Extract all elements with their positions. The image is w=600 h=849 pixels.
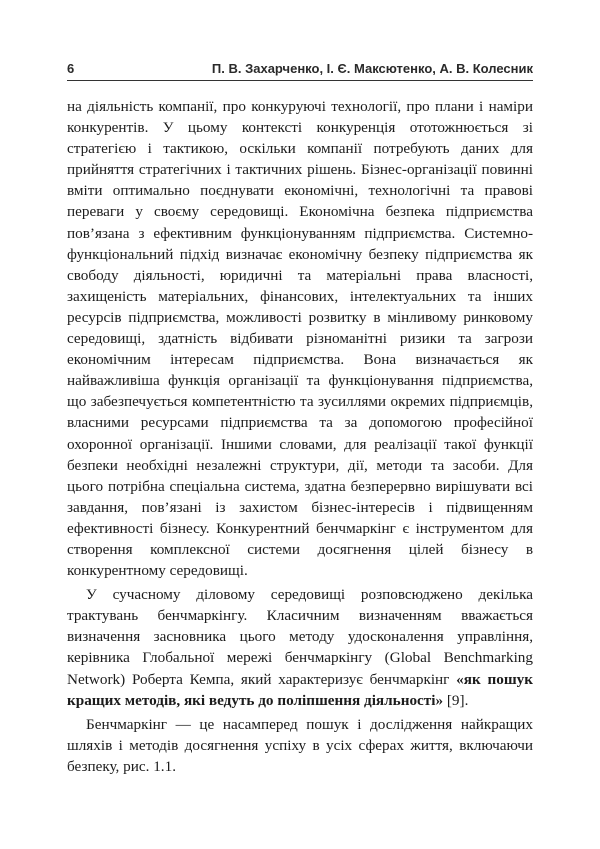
paragraph-2-text: У сучасному діловому середовищі розповсюджено декілька трактувань бенчмаркінгу. Класичним визначенням вважається визначення засновника цього методу удосконалення управління, керівника Глобальної мережі бенчмаркінгу (Global Benchmarking Network) Роберта Кемпа, який характеризує бенчмаркінг [67, 586, 533, 688]
page-header [67, 58, 533, 81]
body-text [67, 96, 533, 777]
page-number: 6 [67, 61, 75, 76]
citation-reference: [9]. [443, 691, 469, 709]
kemp-definition-quote: «як пошук кращих методів, які ведуть до поліпшення діяльності» [67, 670, 533, 709]
paragraph-1: на діяльність компанії, про конкуруючі технології, про плани і наміри конкурентів. У цьому контексті конкуренція ототожнюється зі стратегією і тактикою, оскільки компанії потребують даних для прийняття стратегічних і тактичних рішень. Бізнес-організації повинні вміти оптимально поєднувати економічні, технологічні та правові переваги у своєму середовищі. Економічна безпека підприємства пов’язана з ефективним функціонуванням підприємства. Системно-функціональний підхід визначає економічну безпеку підприємства як свободу діяльності, юридичні та матеріальні права власності, захищеність матеріальних, фінансових, інтелектуальних та інших ресурсів підприємства, можливості розвитку в мінливому ринковому середовищі, здатність відбивати різноманітні ризики та загрози економічним інтересам підприємства. Вона визначається як найважливіша функція організації та функціонування підприємства, що забезпечується компетентністю та зусиллями окремих підприємців, власними ресурсами підприємства та за допомогою професійної охоронної організації. Іншими словами, для реалізації такої функції безпеки необхідні незалежні структури, дії, методи та засоби. Для цього потрібна спеціальна система, здатна безперервно вирішувати всі завдання, пов’язані із захистом бізнес-інтересів і підвищенням ефективності бізнесу. Конкурентний бенчмаркінг є інструментом для створення комплексної системи досягнення цілей бізнесу в конкурентному середовищі. [67, 98, 533, 580]
paragraph-3: Бенчмаркінг — це насамперед пошук і дослідження найкращих шляхів і методів досягнення успіху в усіх сферах життя, включаючи безпеку, рис. 1.1. [67, 715, 533, 775]
paragraph-2 [67, 584, 533, 711]
running-head-authors: П. В. Захарченко, І. Є. Максютенко, А. В. Колесник [211, 61, 533, 76]
